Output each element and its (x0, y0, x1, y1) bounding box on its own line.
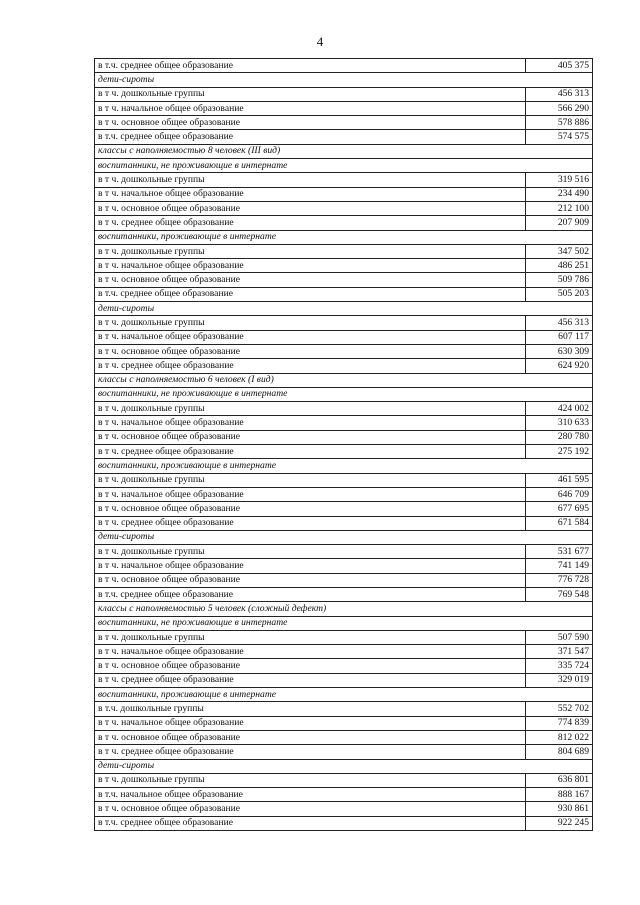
row-label: в т.ч. среднее общее образование (95, 587, 526, 601)
row-value: 574 575 (526, 130, 593, 144)
table-row (95, 316, 593, 330)
row-label: в т ч. основное общее образование (95, 344, 526, 358)
row-value: 671 584 (526, 516, 593, 530)
row-value: 212 100 (526, 201, 593, 215)
section-heading-row (95, 387, 593, 401)
table-row (95, 59, 593, 73)
table-row (95, 659, 593, 673)
row-value (526, 373, 593, 387)
table-row (95, 645, 593, 659)
row-value (526, 302, 593, 316)
table-row (95, 816, 593, 830)
row-value: 776 728 (526, 573, 593, 587)
table-row (95, 416, 593, 430)
row-label: в т ч. начальное общее образование (95, 416, 526, 430)
row-value (526, 144, 593, 158)
row-value: 578 886 (526, 116, 593, 130)
row-label: в т ч. дошкольные группы (95, 630, 526, 644)
row-label: в т ч. основное общее образование (95, 659, 526, 673)
row-value: 280 780 (526, 430, 593, 444)
row-label: в т ч. дошкольные группы (95, 402, 526, 416)
row-label: в т.ч. среднее общее образование (95, 816, 526, 830)
section-heading: классы с наполняемостью 5 человек (сложный дефект) (95, 602, 526, 616)
section-heading-row (95, 230, 593, 244)
row-value: 486 251 (526, 259, 593, 273)
row-value: 888 167 (526, 788, 593, 802)
table-row (95, 130, 593, 144)
row-label: в т ч. основное общее образование (95, 730, 526, 744)
row-label: в т ч. дошкольные группы (95, 316, 526, 330)
row-label: в т.ч. среднее общее образование (95, 130, 526, 144)
row-value: 234 490 (526, 187, 593, 201)
row-label: в т ч. начальное общее образование (95, 716, 526, 730)
row-value: 774 839 (526, 716, 593, 730)
table-row (95, 516, 593, 530)
row-label: в т.ч. дошкольные группы (95, 702, 526, 716)
row-label: в т ч. среднее общее образование (95, 516, 526, 530)
cost-table (94, 58, 593, 831)
row-value (526, 159, 593, 173)
row-value (526, 602, 593, 616)
row-value: 531 677 (526, 545, 593, 559)
section-heading: воспитанники, не проживающие в интернате (95, 387, 526, 401)
section-heading: дети-сироты (95, 530, 526, 544)
row-value: 607 117 (526, 330, 593, 344)
section-heading: классы с наполняемостью 6 человек (I вид) (95, 373, 526, 387)
cost-table-body (95, 59, 593, 831)
section-heading-row (95, 373, 593, 387)
row-value: 930 861 (526, 802, 593, 816)
section-heading-row (95, 602, 593, 616)
row-value: 677 695 (526, 502, 593, 516)
table-row (95, 87, 593, 101)
table-row (95, 287, 593, 301)
row-label: в т ч. начальное общее образование (95, 645, 526, 659)
row-label: в т ч. дошкольные группы (95, 773, 526, 787)
table-row (95, 330, 593, 344)
row-label: в т.ч. среднее общее образование (95, 287, 526, 301)
row-value: 505 203 (526, 287, 593, 301)
row-label: в т ч. дошкольные группы (95, 545, 526, 559)
table-row (95, 445, 593, 459)
table-row (95, 559, 593, 573)
row-value: 347 502 (526, 244, 593, 258)
table-row (95, 773, 593, 787)
page-number: 4 (316, 34, 324, 49)
row-value: 329 019 (526, 673, 593, 687)
row-label: в т ч. начальное общее образование (95, 259, 526, 273)
row-value (526, 459, 593, 473)
row-value: 566 290 (526, 101, 593, 115)
row-label: в т ч. основное общее образование (95, 502, 526, 516)
row-label: в т ч. дошкольные группы (95, 244, 526, 258)
row-value (526, 759, 593, 773)
row-label: в т ч. начальное общее образование (95, 559, 526, 573)
table-row (95, 630, 593, 644)
row-label: в т ч. начальное общее образование (95, 487, 526, 501)
row-label: в т ч. основное общее образование (95, 430, 526, 444)
table-row (95, 502, 593, 516)
row-value: 207 909 (526, 216, 593, 230)
section-heading: воспитанники, проживающие в интернате (95, 688, 526, 702)
row-value (526, 387, 593, 401)
row-value (526, 530, 593, 544)
section-heading: воспитанники, не проживающие в интернате (95, 616, 526, 630)
row-label: в т ч. среднее общее образование (95, 745, 526, 759)
row-value: 804 689 (526, 745, 593, 759)
row-label: в т ч. основное общее образование (95, 201, 526, 215)
section-heading-row (95, 73, 593, 87)
table-row (95, 402, 593, 416)
section-heading: дети-сироты (95, 759, 526, 773)
section-heading: воспитанники, проживающие в интернате (95, 230, 526, 244)
table-row (95, 545, 593, 559)
row-value: 371 547 (526, 645, 593, 659)
row-label: в т ч. дошкольные группы (95, 87, 526, 101)
row-value: 636 801 (526, 773, 593, 787)
table-row (95, 473, 593, 487)
row-label: в т ч. среднее общее образование (95, 445, 526, 459)
row-value: 812 022 (526, 730, 593, 744)
row-label: в т ч. среднее общее образование (95, 216, 526, 230)
row-value: 646 709 (526, 487, 593, 501)
table-row (95, 244, 593, 258)
row-label: в т ч. основное общее образование (95, 273, 526, 287)
row-value: 319 516 (526, 173, 593, 187)
section-heading: дети-сироты (95, 73, 526, 87)
table-row (95, 587, 593, 601)
table-row (95, 745, 593, 759)
table-row (95, 116, 593, 130)
table-row (95, 430, 593, 444)
table-row (95, 216, 593, 230)
table-row (95, 101, 593, 115)
section-heading: классы с наполняемостью 8 человек (III вид) (95, 144, 526, 158)
table-row (95, 259, 593, 273)
table-row (95, 344, 593, 358)
row-value: 424 002 (526, 402, 593, 416)
row-value: 509 786 (526, 273, 593, 287)
row-value: 456 313 (526, 87, 593, 101)
table-row (95, 273, 593, 287)
section-heading-row (95, 459, 593, 473)
row-label: в т.ч. среднее общее образование (95, 59, 526, 73)
row-value (526, 73, 593, 87)
row-value: 624 920 (526, 359, 593, 373)
table-row (95, 716, 593, 730)
table-row (95, 788, 593, 802)
table-row (95, 573, 593, 587)
row-label: в т ч. среднее общее образование (95, 673, 526, 687)
row-value: 405 375 (526, 59, 593, 73)
section-heading: воспитанники, проживающие в интернате (95, 459, 526, 473)
row-label: в т ч. дошкольные группы (95, 173, 526, 187)
row-label: в т ч. начальное общее образование (95, 101, 526, 115)
section-heading-row (95, 616, 593, 630)
row-label: в т.ч. начальное общее образование (95, 788, 526, 802)
row-value: 275 192 (526, 445, 593, 459)
row-value: 310 633 (526, 416, 593, 430)
row-label: в т ч. основное общее образование (95, 573, 526, 587)
table-row (95, 487, 593, 501)
section-heading: дети-сироты (95, 302, 526, 316)
row-value: 456 313 (526, 316, 593, 330)
table-row (95, 173, 593, 187)
table-row (95, 730, 593, 744)
row-label: в т ч. начальное общее образование (95, 187, 526, 201)
table-row (95, 201, 593, 215)
row-value (526, 616, 593, 630)
section-heading-row (95, 144, 593, 158)
row-label: в т ч. основное общее образование (95, 802, 526, 816)
row-value (526, 230, 593, 244)
section-heading-row (95, 159, 593, 173)
row-value: 741 149 (526, 559, 593, 573)
table-row (95, 673, 593, 687)
table-row (95, 359, 593, 373)
row-value: 769 548 (526, 587, 593, 601)
row-label: в т ч. начальное общее образование (95, 330, 526, 344)
row-value (526, 688, 593, 702)
row-label: в т ч. среднее общее образование (95, 359, 526, 373)
row-label: в т ч. основное общее образование (95, 116, 526, 130)
section-heading-row (95, 302, 593, 316)
section-heading-row (95, 688, 593, 702)
row-value: 922 245 (526, 816, 593, 830)
row-value: 461 595 (526, 473, 593, 487)
row-value: 630 309 (526, 344, 593, 358)
row-label: в т ч. дошкольные группы (95, 473, 526, 487)
row-value: 507 590 (526, 630, 593, 644)
table-row (95, 702, 593, 716)
row-value: 335 724 (526, 659, 593, 673)
section-heading: воспитанники, не проживающие в интернате (95, 159, 526, 173)
table-row (95, 802, 593, 816)
section-heading-row (95, 530, 593, 544)
table-row (95, 187, 593, 201)
row-value: 552 702 (526, 702, 593, 716)
section-heading-row (95, 759, 593, 773)
